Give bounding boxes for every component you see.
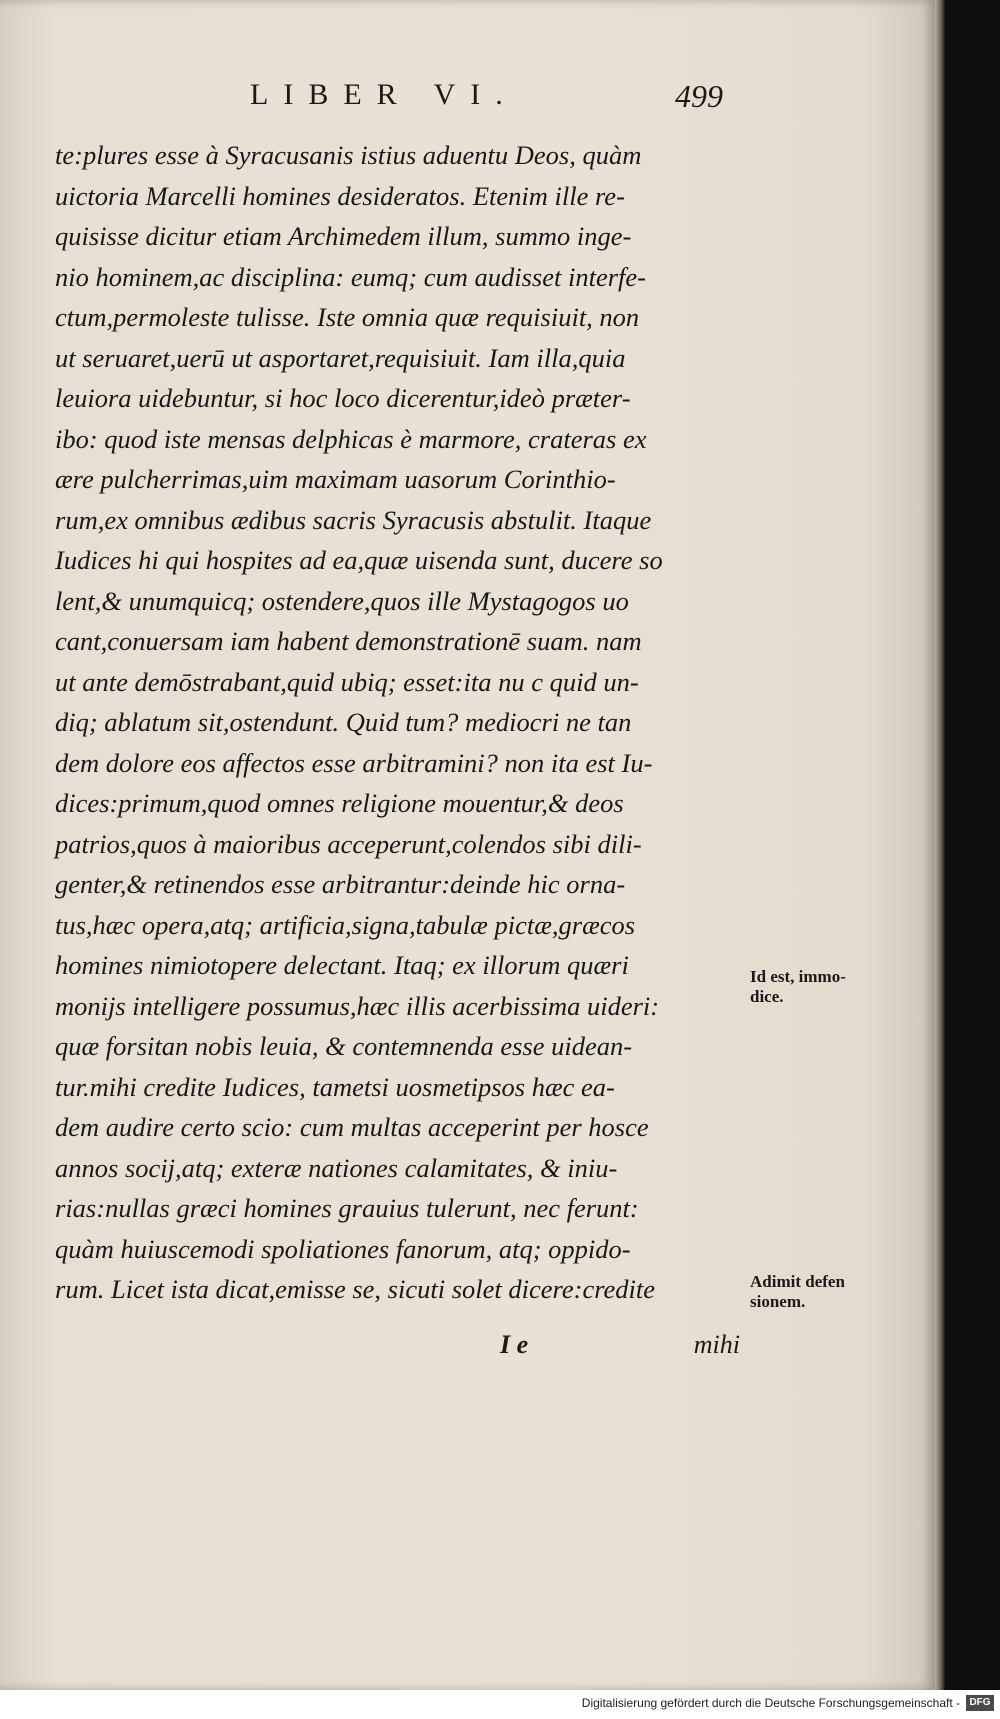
text-line: ut seruaret,uerū ut asportaret,requisiuit. Iam illa,quia	[55, 342, 626, 373]
text-line: ære pulcherrimas,uim maximam uasorum Corinthio-	[55, 464, 616, 494]
text-line: nio hominem,ac disciplina: eumq; cum audisset interfe-	[55, 261, 646, 292]
text-line: ctum,permoleste tulisse. Iste omnia quæ requisiuit, non	[55, 302, 640, 332]
text-line: rum. Licet ista dicat,emisse se, sicuti solet dicere:credite	[55, 1274, 656, 1304]
margin-note	[750, 967, 846, 1007]
text-line: tus,hæc opera,atq; artificia,signa,tabulæ pictæ,græcos	[55, 909, 636, 940]
text-line: monijs intelligere possumus,hæc illis acerbissima uideri:	[55, 990, 660, 1021]
margin-note-line: Id est, immo-	[750, 967, 846, 986]
text-line: cant,conuersam iam habent demonstrationē suam. nam	[55, 626, 642, 656]
text-line: homines nimiotopere delectant. Itaq; ex illorum quæri	[55, 950, 629, 980]
text-line: quàm huiuscemodi spoliationes fanorum, atq; oppido-	[55, 1233, 631, 1264]
text-line: lent,& unumquicq; ostendere,quos ille Mystagogos uo	[55, 585, 629, 616]
catchline	[60, 1330, 740, 1370]
running-head: LIBER VI.	[250, 78, 518, 111]
signature-mark: I e	[500, 1330, 529, 1359]
margin-note	[750, 1272, 845, 1312]
text-line: rias:nullas græci homines grauius tulerunt, nec ferunt:	[55, 1193, 639, 1223]
margin-note-line: sionem.	[750, 1292, 806, 1311]
footer-credit: Digitalisierung gefördert durch die Deutsche Forschungsgemeinschaft -	[581, 1696, 960, 1710]
text-line: Iudices hi qui hospites ad ea,quæ uisenda sunt, ducere so	[55, 545, 663, 575]
margin-note-line: dice.	[750, 987, 784, 1006]
text-line: dices:primum,quod omnes religione mouentur,& deos	[55, 788, 624, 818]
text-line: ut ante demōstrabant,quid ubiq; esset:ita nu c quid un-	[55, 666, 639, 697]
text-line: dem audire certo scio: cum multas acceperint per hosce	[55, 1112, 649, 1142]
text-line: te:plures esse à Syracusanis istius aduentu Deos, quàm	[55, 140, 642, 170]
text-line: patrios,quos à maioribus acceperunt,colendos sibi dili-	[55, 828, 642, 859]
page-edge	[935, 0, 945, 1690]
page-number: 499	[675, 78, 723, 114]
text-line: annos socij,atq; exteræ nationes calamitates, & iniu-	[55, 1152, 618, 1183]
dfg-logo-icon: DFG	[966, 1695, 994, 1711]
text-line: rum,ex omnibus ædibus sacris Syracusis abstulit. Itaque	[55, 504, 652, 535]
text-line: leuiora uidebuntur, si hoc loco dicerentur,ideò præter-	[55, 383, 631, 413]
body-text	[55, 135, 745, 1310]
footer-bar	[0, 1690, 1000, 1719]
text-line: genter,& retinendos esse arbitrantur:deinde hic orna-	[55, 869, 626, 899]
text-line: uictoria Marcelli homines desideratos. Etenim ille re-	[55, 180, 625, 211]
margin-note-line: Adimit defen	[750, 1272, 845, 1291]
text-line: dem dolore eos affectos esse arbitramini? non ita est Iu-	[55, 747, 653, 778]
text-line: tur.mihi credite Iudices, tametsi uosmetipsos hæc ea-	[55, 1071, 615, 1102]
text-line: diq; ablatum sit,ostendunt. Quid tum? mediocri ne tan	[55, 707, 632, 737]
catchword: mihi	[693, 1330, 740, 1359]
text-line: quisisse dicitur etiam Archimedem illum, summo inge-	[55, 221, 632, 251]
text-line: ibo: quod iste mensas delphicas è marmore, crateras ex	[55, 423, 647, 454]
text-line: quæ forsitan nobis leuia, & contemnenda esse uidean-	[55, 1031, 633, 1061]
